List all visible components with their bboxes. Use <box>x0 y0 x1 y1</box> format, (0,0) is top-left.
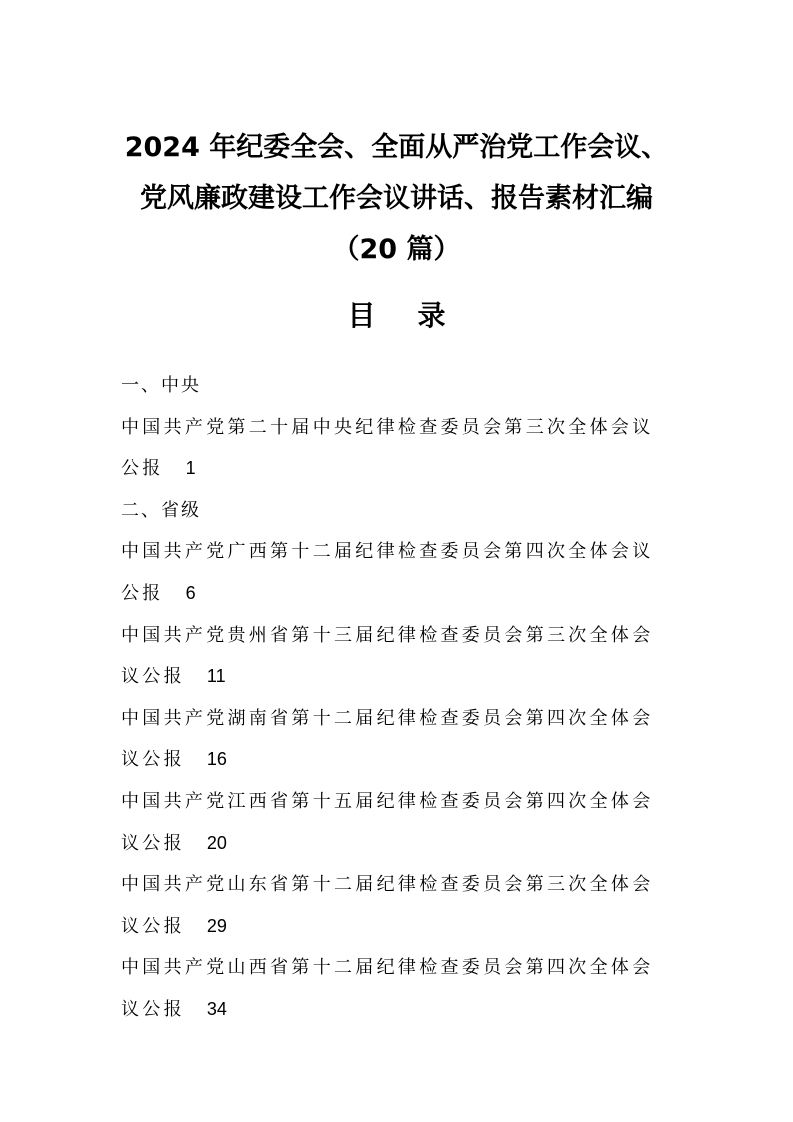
toc-entry-page-number: 20 <box>206 832 227 853</box>
toc-entry[interactable] <box>121 947 681 1030</box>
toc-entry-page-number: 16 <box>206 749 227 770</box>
toc-entry-title-tail: 议公报 <box>121 915 185 937</box>
document-title <box>0 122 793 275</box>
toc-entry-page-number: 34 <box>206 998 227 1019</box>
toc-entry-title-tail: 议公报 <box>121 998 185 1020</box>
toc-entry[interactable] <box>121 698 681 781</box>
toc-entry-title: 中国共产党贵州省第十三届纪律检查委员会第三次全体会 <box>121 624 654 646</box>
toc-heading-char-1: 目 <box>347 299 376 332</box>
title-line-1: 2024 年纪委全会、全面从严治党工作会议、 <box>124 132 669 163</box>
toc-entry-title: 中国共产党第二十届中央纪律检查委员会第三次全体会议 <box>121 416 654 438</box>
toc-entry-title-cont <box>121 823 681 865</box>
toc-entry-title: 中国共产党山西省第十二届纪律检查委员会第四次全体会 <box>121 957 654 979</box>
toc-entry-title-cont <box>121 656 681 698</box>
toc-heading-char-2: 录 <box>417 299 446 332</box>
toc-entry-title-tail: 公报 <box>121 458 164 480</box>
toc-entry[interactable] <box>121 531 681 614</box>
toc-entry-title-cont <box>121 906 681 948</box>
toc-entry-title-cont <box>121 573 681 615</box>
toc-entry-page-number: 11 <box>206 666 226 687</box>
toc-entry-title: 中国共产党广西第十二届纪律检查委员会第四次全体会议 <box>121 541 654 563</box>
title-line-3: （20 篇） <box>332 234 461 265</box>
toc-entry-title-cont <box>121 739 681 781</box>
toc-entry[interactable] <box>121 781 681 864</box>
table-of-contents <box>121 365 681 1031</box>
toc-entry[interactable] <box>121 615 681 698</box>
toc-entry-page-number: 29 <box>206 915 227 936</box>
toc-entry-title-tail: 公报 <box>121 582 164 604</box>
toc-entry-title-tail: 议公报 <box>121 832 185 854</box>
toc-entry-title: 中国共产党江西省第十五届纪律检查委员会第四次全体会 <box>121 790 654 812</box>
toc-entry-page-number: 1 <box>185 458 196 479</box>
toc-entry-title-tail: 议公报 <box>121 749 185 771</box>
toc-entry-title-cont <box>121 989 681 1031</box>
toc-entry[interactable] <box>121 407 681 490</box>
toc-entry-page-number: 6 <box>185 582 196 603</box>
toc-entry-title-tail: 议公报 <box>121 666 185 688</box>
toc-section-label: 二、省级 <box>121 499 201 521</box>
toc-entry-title: 中国共产党湖南省第十二届纪律检查委员会第四次全体会 <box>121 707 654 729</box>
toc-heading <box>0 294 793 338</box>
title-line-2: 党风廉政建设工作会议讲话、报告素材汇编 <box>140 183 653 214</box>
toc-entry-title-cont <box>121 448 681 490</box>
toc-section-label: 一、中央 <box>121 375 201 396</box>
toc-entry[interactable] <box>121 864 681 947</box>
toc-entry-title: 中国共产党山东省第十二届纪律检查委员会第三次全体会 <box>121 874 654 896</box>
